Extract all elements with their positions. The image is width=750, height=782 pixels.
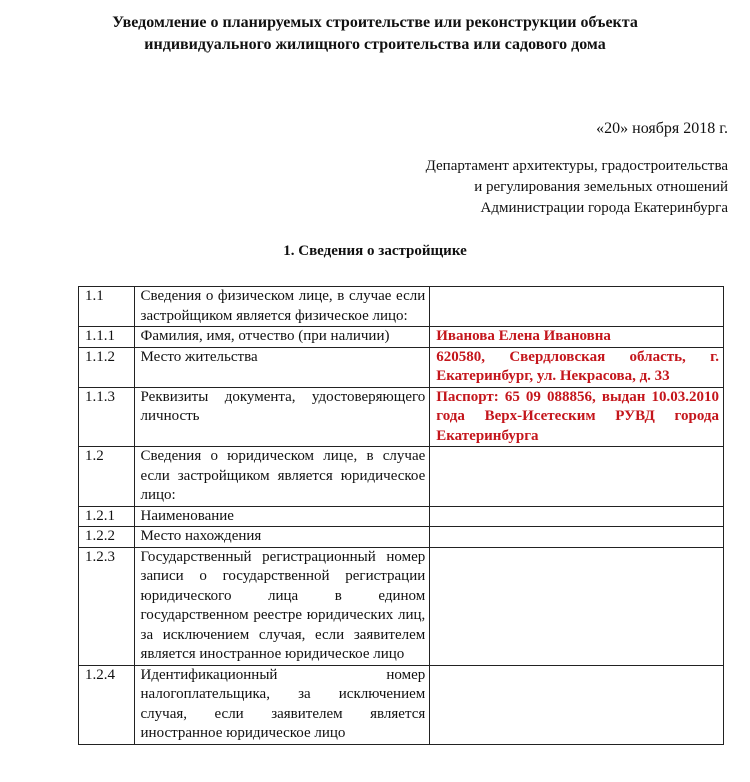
row-number: 1.2.4 <box>79 665 135 744</box>
row-value <box>430 287 724 327</box>
section-title: 1. Сведения о застройщике <box>283 243 467 259</box>
table-row <box>79 527 724 548</box>
row-label: Сведения о физическом лице, в случае если застройщиком является физическое лицо: <box>134 287 430 327</box>
row-label: Государственный регистрационный номер записи о государственной регистрации юридического лица в едином государственном реестре юридических лиц, за исключением случая, если заявителем является иностранное юридическое лицо <box>134 547 430 665</box>
row-number: 1.2.2 <box>79 527 135 548</box>
row-value: 620580, Свердловская область, г. Екатеринбург, ул. Некрасова, д. 33 <box>430 347 724 387</box>
row-value <box>430 506 724 527</box>
row-label: Фамилия, имя, отчество (при наличии) <box>134 327 430 348</box>
row-number: 1.2 <box>79 447 135 507</box>
table-row <box>79 665 724 744</box>
row-number: 1.2.1 <box>79 506 135 527</box>
row-number: 1.1.3 <box>79 387 135 447</box>
table-row <box>79 327 724 348</box>
table-row <box>79 447 724 507</box>
table-row <box>79 547 724 665</box>
title-line-2: индивидуального жилищного строительства или садового дома <box>144 36 606 53</box>
table-row <box>79 287 724 327</box>
row-label: Наименование <box>134 506 430 527</box>
recipient-line-3: Администрации города Екатеринбурга <box>480 200 728 216</box>
recipient-line-1: Департамент архитектуры, градостроительства <box>425 158 728 174</box>
row-label: Место жительства <box>134 347 430 387</box>
document-date: «20» ноября 2018 г. <box>596 120 728 137</box>
row-label: Реквизиты документа, удостоверяющего личность <box>134 387 430 447</box>
row-number: 1.1 <box>79 287 135 327</box>
table-row <box>79 506 724 527</box>
table-row <box>79 347 724 387</box>
row-value: Паспорт: 65 09 088856, выдан 10.03.2010 года Верх-Исетеским РУВД города Екатеринбурга <box>430 387 724 447</box>
row-label: Сведения о юридическом лице, в случае если застройщиком является юридическое лицо: <box>134 447 430 507</box>
table-row <box>79 387 724 447</box>
title-line-1: Уведомление о планируемых строительстве или реконструкции объекта <box>112 14 638 31</box>
row-label: Идентификационный номер налогоплательщика, за исключением случая, если заявителем является иностранное юридическое лицо <box>134 665 430 744</box>
row-value: Иванова Елена Ивановна <box>430 327 724 348</box>
recipient-block <box>426 156 728 219</box>
recipient-line-2: и регулирования земельных отношений <box>474 179 728 195</box>
document-title <box>40 12 710 56</box>
row-label: Место нахождения <box>134 527 430 548</box>
row-value <box>430 665 724 744</box>
developer-info-table <box>78 286 724 745</box>
row-number: 1.2.3 <box>79 547 135 665</box>
row-number: 1.1.1 <box>79 327 135 348</box>
row-number: 1.1.2 <box>79 347 135 387</box>
row-value <box>430 447 724 507</box>
row-value <box>430 547 724 665</box>
row-value <box>430 527 724 548</box>
